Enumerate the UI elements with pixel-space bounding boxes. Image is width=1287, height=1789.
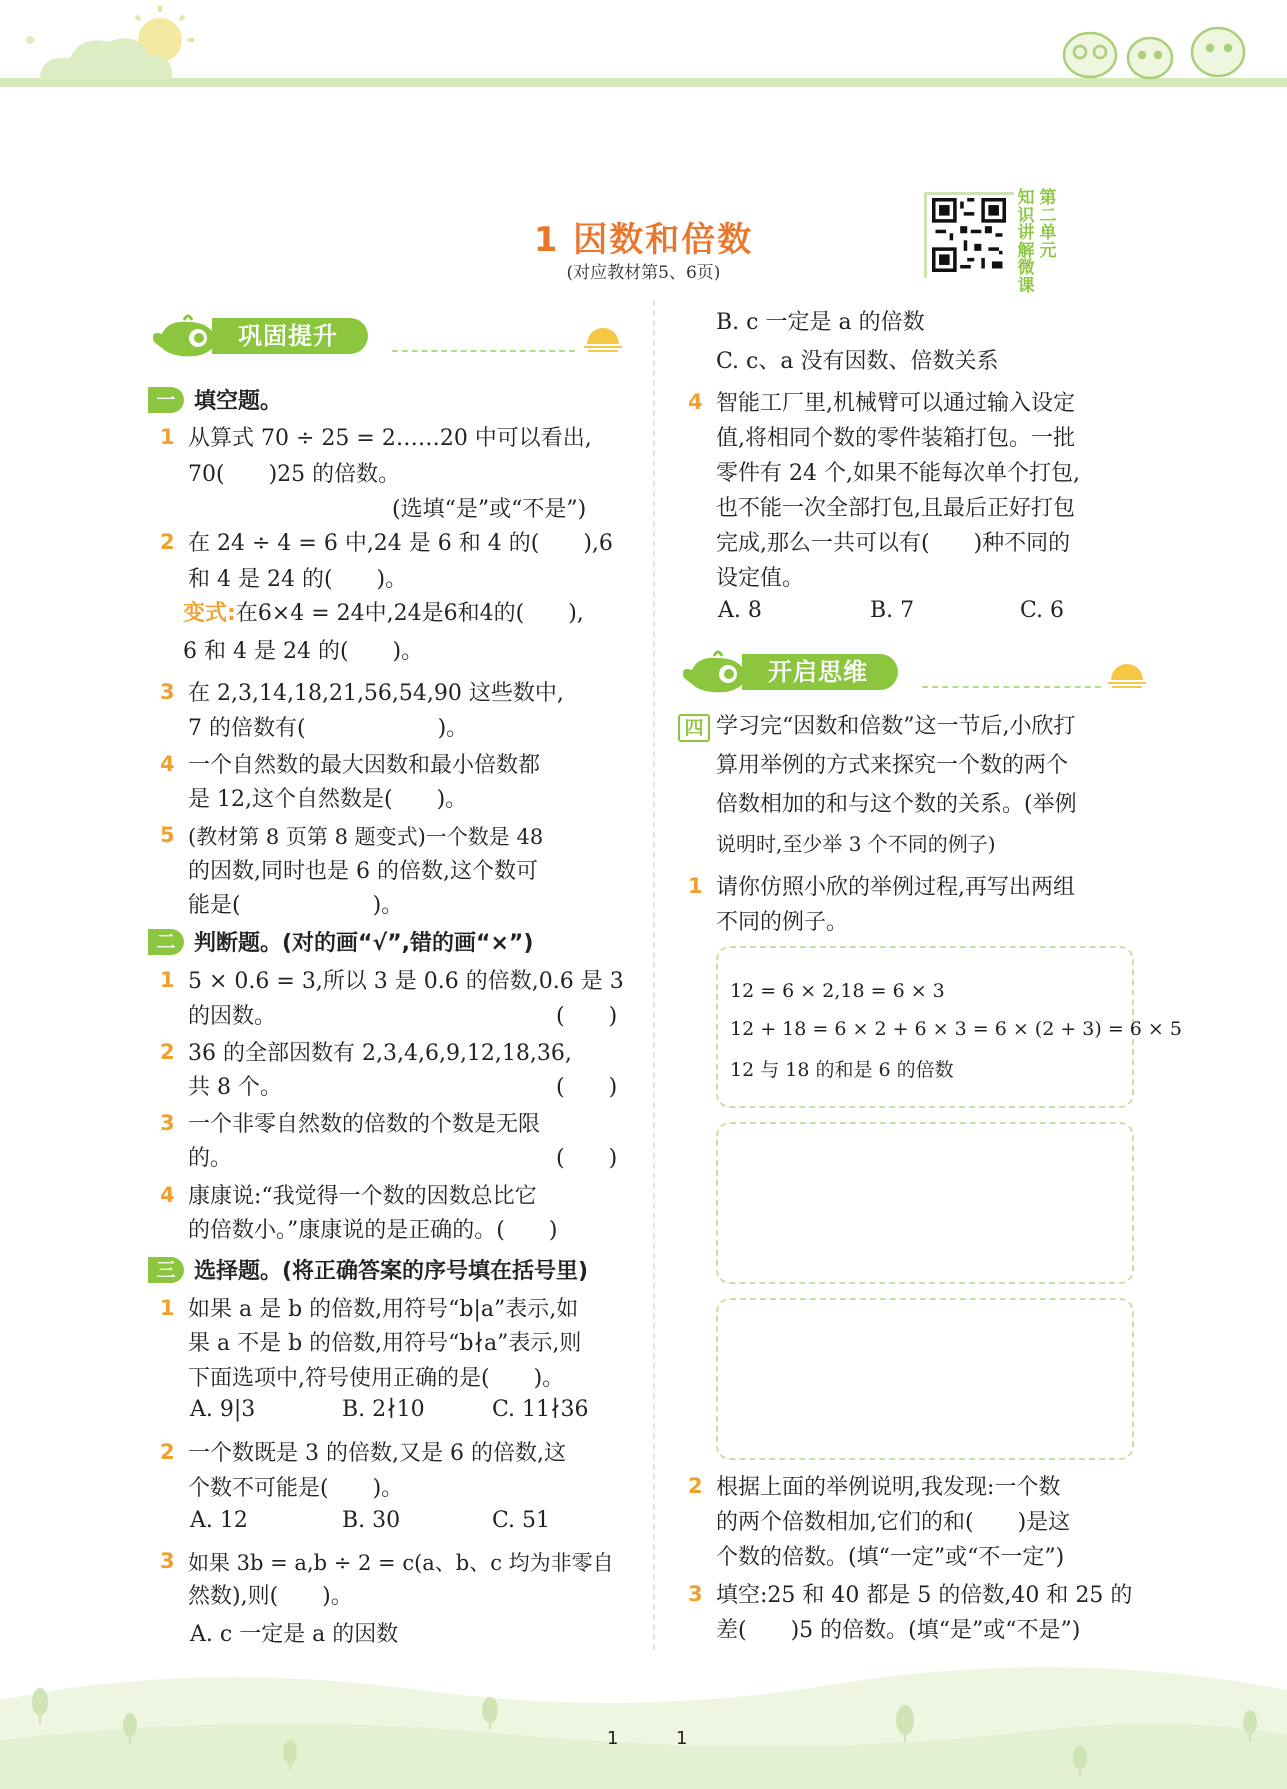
p3-q1-option-a[interactable]: A. 9|3 xyxy=(190,1397,256,1422)
part4-badge-wrap xyxy=(678,714,720,742)
part3-heading-text: 选择题。(将正确答案的序号填在括号里) xyxy=(194,1259,589,1284)
p3-q3-line2: 然数),则( )。 xyxy=(188,1584,353,1609)
part2-heading-text: 判断题。(对的画“√”,错的画“×”) xyxy=(194,931,534,956)
p4-q1-number: 1 xyxy=(688,874,703,898)
p1-q2-line2: 和 4 是 24 的( )。 xyxy=(188,567,408,592)
p3-q4-line2: 值,将相同个数的零件装箱打包。一批 xyxy=(716,426,1075,451)
p3-q4-number: 4 xyxy=(688,390,703,414)
example-line1: 12 = 6 × 2,18 = 6 × 3 xyxy=(730,980,945,1002)
p3-q3-option-a[interactable]: A. c 一定是 a 的因数 xyxy=(190,1622,399,1647)
p4-q1-line2: 不同的例子。 xyxy=(716,910,849,935)
p3-q2-number: 2 xyxy=(160,1440,175,1464)
p4-q1-line1: 请你仿照小欣的举例过程,再写出两组 xyxy=(716,875,1075,900)
p2-q4-number: 4 xyxy=(160,1183,175,1207)
p3-q2-option-c[interactable]: C. 51 xyxy=(492,1508,551,1533)
p3-q2-option-a[interactable]: A. 12 xyxy=(190,1508,248,1533)
p4-q2-number: 2 xyxy=(688,1474,703,1498)
p3-q1-option-b[interactable]: B. 2∤10 xyxy=(342,1397,425,1422)
p2-q3-answer[interactable]: ( ) xyxy=(556,1146,618,1171)
p2-q1-number: 1 xyxy=(160,968,175,992)
p3-q1-line2: 果 a 不是 b 的倍数,用符号“b∤a”表示,则 xyxy=(188,1331,582,1356)
part1-badge: 一 xyxy=(148,387,184,413)
p1-q5-line2: 的因数,同时也是 6 的倍数,这个数可 xyxy=(188,859,538,884)
p3-q4-option-c[interactable]: C. 6 xyxy=(1020,598,1065,623)
p3-q1-line1: 如果 a 是 b 的倍数,用符号“b|a”表示,如 xyxy=(188,1297,579,1322)
p4-intro-line3: 倍数相加的和与这个数的关系。(举例 xyxy=(716,792,1077,817)
p4-q2-line2: 的两个倍数相加,它们的和( )是这 xyxy=(716,1510,1071,1535)
p2-q1-answer[interactable]: ( ) xyxy=(556,1004,618,1029)
p1-q1-line2: 70( )25 的倍数。 xyxy=(188,462,401,487)
p1-variant-line2: 6 和 4 是 24 的( )。 xyxy=(183,639,424,664)
p2-q1-line2: 的因数。 xyxy=(188,1004,277,1029)
p1-q2-line1: 在 24 ÷ 4 = 6 中,24 是 6 和 4 的( ),6 xyxy=(188,531,613,556)
section-banner-thinking xyxy=(678,648,1158,696)
p3-q4-line4: 也不能一次全部打包,且最后正好打包 xyxy=(716,496,1075,521)
p3-q4-option-a[interactable]: A. 8 xyxy=(718,598,762,623)
p1-q1-line3: (选填“是”或“不是”) xyxy=(392,497,587,522)
section-title: 开启思维 xyxy=(742,654,898,690)
p1-q3-number: 3 xyxy=(160,680,175,704)
column-divider xyxy=(653,300,655,1650)
answer-box-1[interactable] xyxy=(716,1122,1134,1284)
p4-intro-line1: 学习完“因数和倍数”这一节后,小欣打 xyxy=(716,714,1076,739)
section-title: 巩固提升 xyxy=(212,318,368,354)
qr-code-icon[interactable] xyxy=(932,198,1006,272)
header-decoration xyxy=(0,0,1287,100)
part1-heading xyxy=(148,384,282,415)
p3-q1-line3: 下面选项中,符号使用正确的是( )。 xyxy=(188,1366,565,1391)
p2-q2-line1: 36 的全部因数有 2,3,4,6,9,12,18,36, xyxy=(188,1041,572,1066)
p2-q3-line1: 一个非零自然数的倍数的个数是无限 xyxy=(188,1112,541,1137)
p3-q3-option-c[interactable]: C. c、a 没有因数、倍数关系 xyxy=(716,349,999,374)
example-line2: 12 + 18 = 6 × 2 + 6 × 3 = 6 × (2 + 3) = 6 × 5 xyxy=(730,1018,1182,1040)
p3-q4-line1: 智能工厂里,机械臂可以通过输入设定 xyxy=(716,391,1075,416)
p1-q4-number: 4 xyxy=(160,752,175,776)
p4-q2-line3: 个数的倍数。(填“一定”或“不一定”) xyxy=(716,1545,1065,1570)
section-banner-consolidate xyxy=(148,312,630,360)
p4-intro-line2: 算用举例的方式来探究一个数的两个 xyxy=(716,753,1069,778)
p1-q3-line1: 在 2,3,14,18,21,56,54,90 这些数中, xyxy=(188,681,564,706)
unit-label: 第二单元 xyxy=(1039,188,1057,261)
part3-heading xyxy=(148,1254,588,1285)
p1-q5-line1: (教材第 8 页第 8 题变式)一个数是 48 xyxy=(188,825,544,849)
p3-q1-option-c[interactable]: C. 11∤36 xyxy=(492,1397,589,1422)
setting-sun-icon xyxy=(1102,650,1152,690)
p2-q3-number: 3 xyxy=(160,1111,175,1135)
variant-label: 变式: xyxy=(183,601,236,626)
page-number-left: 1 xyxy=(607,1728,619,1749)
p3-q2-option-b[interactable]: B. 30 xyxy=(342,1508,401,1533)
bottom-hills-decoration xyxy=(0,1640,1287,1789)
p1-q3-line2: 7 的倍数有( )。 xyxy=(188,716,469,741)
p4-q2-line1: 根据上面的举例说明,我发现:一个数 xyxy=(716,1475,1061,1500)
p3-q2-line2: 个数不可能是( )。 xyxy=(188,1476,404,1501)
answer-box-2[interactable] xyxy=(716,1298,1134,1460)
p3-q3-line1: 如果 3b = a,b ÷ 2 = c(a、b、c 均为非零自 xyxy=(188,1551,614,1575)
p4-intro-line4: 说明时,至少举 3 个不同的例子) xyxy=(716,832,996,856)
p1-q5-number: 5 xyxy=(160,823,175,847)
page-number-right: 1 xyxy=(676,1728,688,1749)
p1-q2-number: 2 xyxy=(160,530,175,554)
p3-q4-line5: 完成,那么一共可以有( )种不同的 xyxy=(716,531,1071,556)
micro-lesson-label: 知识讲解微课 xyxy=(1017,188,1035,296)
p4-q3-number: 3 xyxy=(688,1582,703,1606)
setting-sun-icon xyxy=(578,314,628,354)
p3-q4-line3: 零件有 24 个,如果不能每次单个打包, xyxy=(716,461,1080,486)
p2-q2-line2: 共 8 个。 xyxy=(188,1075,282,1100)
part1-heading-text: 填空题。 xyxy=(194,389,283,414)
page-title: 1 因数和倍数 xyxy=(533,220,754,260)
p1-q5-line3: 能是( )。 xyxy=(188,893,404,918)
example-line3: 12 与 18 的和是 6 的倍数 xyxy=(730,1059,954,1081)
part4-badge: 四 xyxy=(678,714,710,742)
animals-icon xyxy=(1064,28,1244,78)
p1-variant-line1 xyxy=(183,597,584,631)
p4-q3-line2: 差( )5 的倍数。(填“是”或“不是”) xyxy=(716,1618,1081,1643)
part2-heading xyxy=(148,926,533,957)
p3-q4-line6: 设定值。 xyxy=(716,566,805,591)
variant-text: 在6×4 = 24中,24是6和4的( ), xyxy=(235,601,584,626)
part3-badge: 三 xyxy=(148,1257,184,1283)
p3-q1-number: 1 xyxy=(160,1296,175,1320)
p3-q3-number: 3 xyxy=(160,1549,175,1573)
page-subtitle: (对应教材第5、6页) xyxy=(566,263,721,283)
p1-q4-line2: 是 12,这个自然数是( )。 xyxy=(188,787,468,812)
p3-q4-option-b[interactable]: B. 7 xyxy=(870,598,915,623)
p3-q2-line1: 一个数既是 3 的倍数,又是 6 的倍数,这 xyxy=(188,1441,566,1466)
p1-q4-line1: 一个自然数的最大因数和最小倍数都 xyxy=(188,753,541,778)
p1-q1-line1: 从算式 70 ÷ 25 = 2……20 中可以看出, xyxy=(188,426,592,451)
p2-q2-number: 2 xyxy=(160,1040,175,1064)
p1-q1-number: 1 xyxy=(160,425,175,449)
p2-q4-line1: 康康说:“我觉得一个数的因数总比它 xyxy=(188,1184,537,1209)
p2-q2-answer[interactable]: ( ) xyxy=(556,1075,618,1100)
part2-badge: 二 xyxy=(148,929,184,955)
p2-q4-line2: 的倍数小。”康康说的是正确的。( ) xyxy=(188,1218,558,1243)
p2-q1-line1: 5 × 0.6 = 3,所以 3 是 0.6 的倍数,0.6 是 3 xyxy=(188,969,624,994)
p3-q3-option-b[interactable]: B. c 一定是 a 的倍数 xyxy=(716,310,925,335)
p2-q3-line2: 的。 xyxy=(188,1146,233,1171)
p4-q3-line1: 填空:25 和 40 都是 5 的倍数,40 和 25 的 xyxy=(716,1583,1133,1608)
